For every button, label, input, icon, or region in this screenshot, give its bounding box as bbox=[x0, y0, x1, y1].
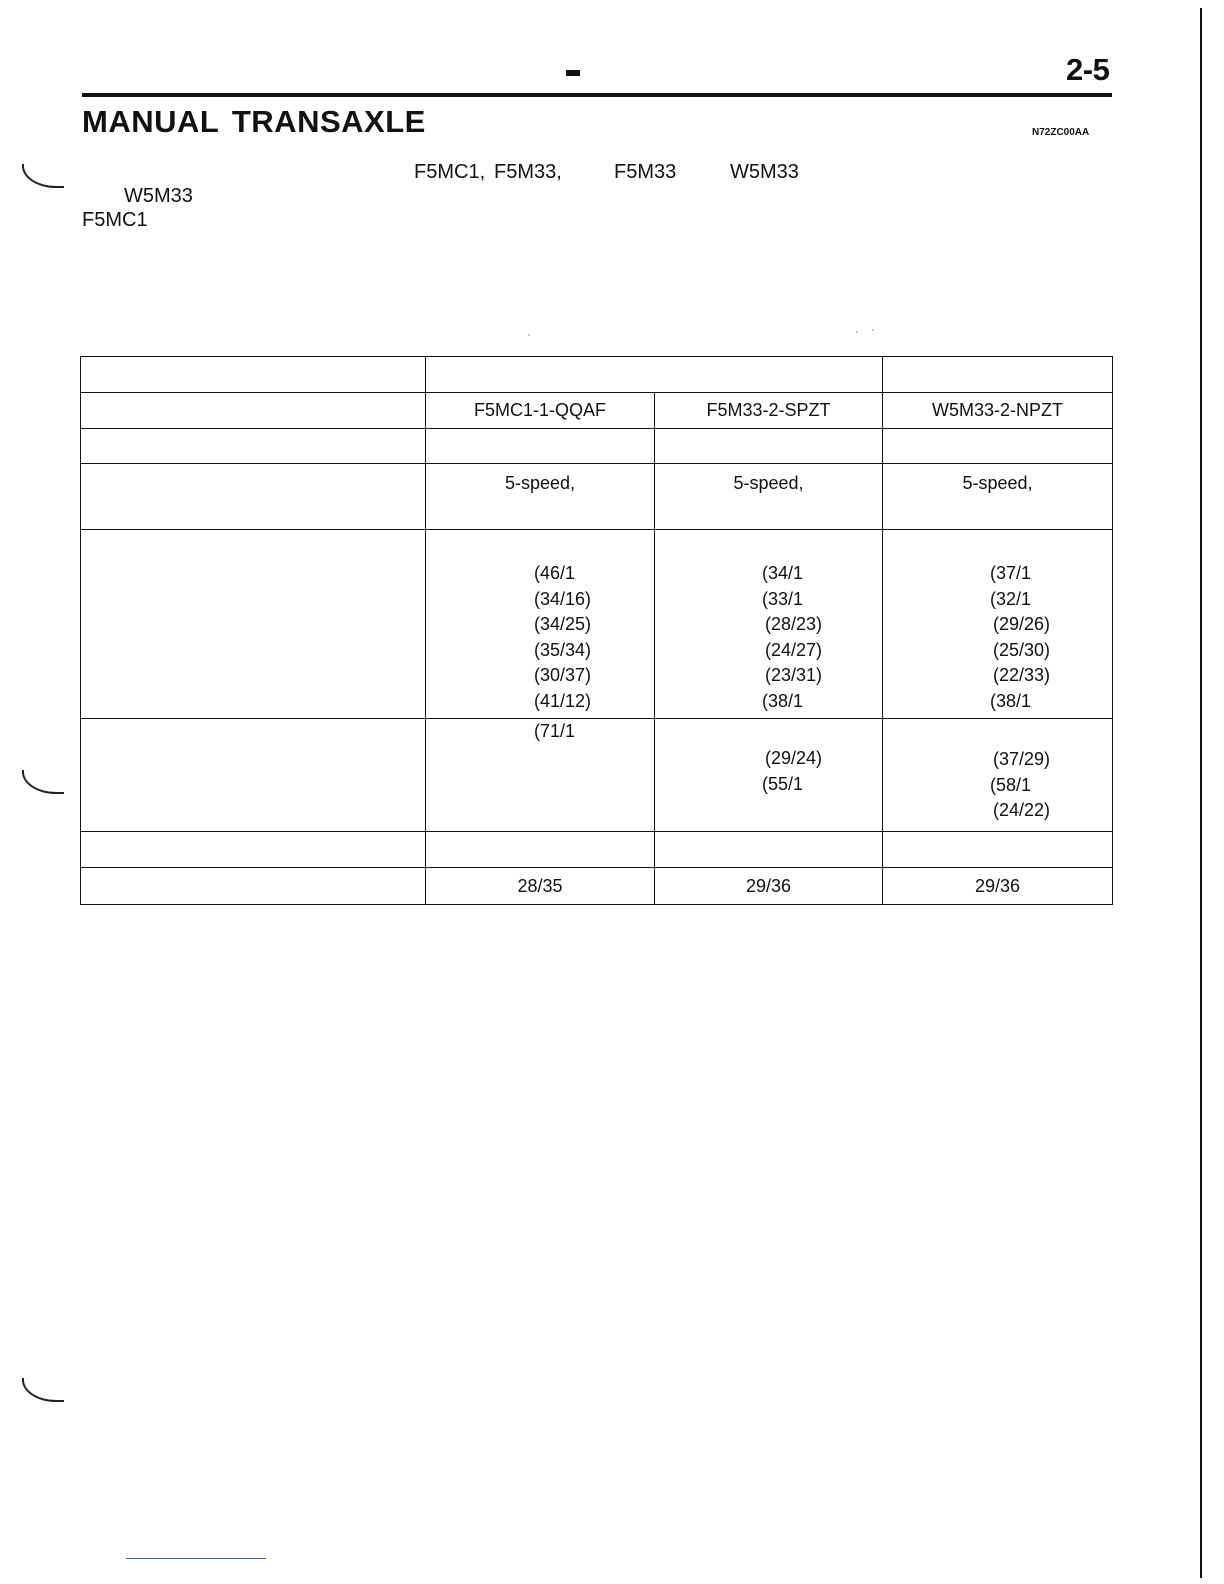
page-number: 2-5 bbox=[1066, 52, 1110, 87]
gear-ratio: (24/27) bbox=[765, 639, 823, 660]
model-name: F5M33-2-SPZT bbox=[655, 393, 883, 429]
final-gear-ratio: (58/1 bbox=[990, 774, 1032, 795]
spec-table bbox=[80, 356, 1113, 905]
gear-ratio: (28/23) bbox=[765, 614, 823, 634]
section-code: N72ZC00AA bbox=[1032, 127, 1090, 138]
table-cell bbox=[883, 832, 1113, 868]
scan-speck bbox=[872, 329, 874, 331]
page-edge-rule bbox=[1200, 8, 1202, 1578]
table-row bbox=[81, 530, 1113, 719]
model-name: F5MC1-1-QQAF bbox=[426, 393, 655, 429]
gear-ratio: (38/1 bbox=[762, 690, 804, 711]
table-cell bbox=[81, 393, 426, 429]
final-gear-ratio: (55/1 bbox=[762, 773, 804, 794]
table-cell bbox=[81, 357, 426, 393]
table-cell bbox=[426, 832, 655, 868]
gear-ratio: (35/34) bbox=[534, 639, 592, 660]
scan-speck bbox=[856, 331, 858, 333]
intro-model: F5M33, bbox=[494, 161, 562, 183]
section-title: MANUAL TRANSAXLE bbox=[82, 104, 426, 139]
final-gear-cell bbox=[883, 719, 1113, 832]
gear-ratio-cell bbox=[883, 530, 1113, 719]
final-gear-ratio: (71/1 bbox=[534, 721, 576, 741]
intro-model: F5MC1 bbox=[82, 209, 148, 231]
gear-ratio: (30/37) bbox=[534, 665, 592, 685]
table-row bbox=[81, 393, 1113, 429]
table-row bbox=[81, 719, 1113, 832]
gear-ratio: (29/26) bbox=[993, 614, 1051, 634]
gear-ratio: (25/30) bbox=[993, 639, 1051, 660]
transaxle-type: 5-speed, bbox=[655, 464, 883, 530]
binding-mark-icon bbox=[22, 770, 64, 794]
table-row bbox=[81, 464, 1113, 530]
binding-mark-icon bbox=[22, 164, 64, 188]
table-value: 29/36 bbox=[883, 868, 1113, 905]
table-row bbox=[81, 429, 1113, 464]
final-gear-cell bbox=[426, 719, 655, 832]
intro-model: W5M33 bbox=[730, 161, 799, 183]
table-cell bbox=[883, 357, 1113, 393]
final-gear-cell bbox=[655, 719, 883, 832]
gear-ratio-cell bbox=[655, 530, 883, 719]
table-cell bbox=[81, 868, 426, 905]
gear-ratio-cell bbox=[426, 530, 655, 719]
binding-mark-icon bbox=[22, 1378, 64, 1402]
table-cell bbox=[655, 429, 883, 464]
gear-ratio: (37/1 bbox=[990, 563, 1032, 583]
gear-ratio: (22/33) bbox=[993, 665, 1051, 685]
final-gear-ratio: (24/22) bbox=[993, 800, 1051, 820]
gear-ratio: (46/1 bbox=[534, 563, 576, 583]
final-gear-ratio: (29/24) bbox=[765, 748, 823, 768]
table-cell bbox=[81, 530, 426, 719]
gear-ratio: (33/1 bbox=[762, 588, 804, 609]
table-cell bbox=[426, 429, 655, 464]
final-gear-ratio: (37/29) bbox=[993, 749, 1051, 769]
table-value: 28/35 bbox=[426, 868, 655, 905]
table-cell bbox=[81, 464, 426, 530]
gear-ratio: (34/16) bbox=[534, 588, 592, 609]
table-row bbox=[81, 832, 1113, 868]
gear-ratio: (23/31) bbox=[765, 665, 823, 685]
footer-rule bbox=[126, 1558, 266, 1559]
table-cell bbox=[81, 719, 426, 832]
table-cell bbox=[426, 357, 883, 393]
gear-ratio: (34/1 bbox=[762, 563, 804, 583]
table-row bbox=[81, 357, 1113, 393]
intro-model: F5MC1, bbox=[414, 161, 486, 183]
transaxle-type: 5-speed, bbox=[426, 464, 655, 530]
gear-ratio: (41/12) bbox=[534, 690, 592, 711]
header-dash bbox=[566, 70, 580, 76]
gear-ratio: (38/1 bbox=[990, 690, 1032, 711]
header-rule bbox=[82, 93, 1112, 97]
gear-ratio: (32/1 bbox=[990, 588, 1032, 609]
table-cell bbox=[81, 429, 426, 464]
table-value: 29/36 bbox=[655, 868, 883, 905]
transaxle-type: 5-speed, bbox=[883, 464, 1113, 530]
table-row bbox=[81, 868, 1113, 905]
intro-model: F5M33 bbox=[614, 161, 677, 183]
intro-model: W5M33 bbox=[124, 185, 193, 207]
model-name: W5M33-2-NPZT bbox=[883, 393, 1113, 429]
gear-ratio: (34/25) bbox=[534, 614, 592, 634]
table-cell bbox=[655, 832, 883, 868]
table-cell bbox=[81, 832, 426, 868]
table-cell bbox=[883, 429, 1113, 464]
scan-speck bbox=[528, 334, 530, 336]
